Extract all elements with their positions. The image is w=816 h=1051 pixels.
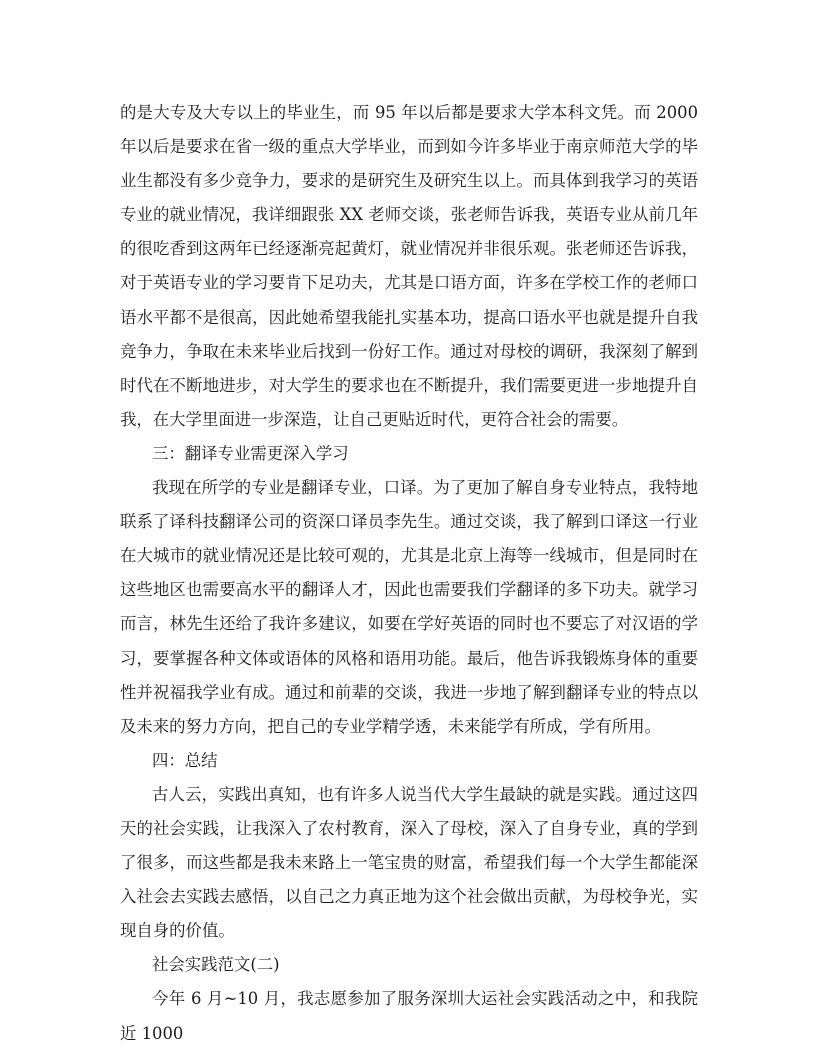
paragraph-summary: 古人云，实践出真知，也有许多人说当代大学生最缺的就是实践。通过这四天的社会实践，让我深入了农村教育，深入了母校，深入了自身专业，真的学到了很多，而这些都是我未来路上一笔宝贵的财富，希望我们每一个大学生都能深入社会去实践去感悟，以自己之力真正地为这个社会做出贡献，为母校争光，实现自身的价值。 xyxy=(120,784,698,941)
section-heading-sample-two: 社会实践范文(二) xyxy=(152,955,280,975)
document-body xyxy=(120,96,698,1051)
paragraph-translation-major: 我现在所学的专业是翻译专业，口译。为了更加了解自身专业特点，我特地联系了译科技翻译公司的资深口译员李先生。通过交谈，我了解到口译这一行业在大城市的就业情况还是比较可观的，尤其是北京上海等一线城市，但是同时在这些地区也需要高水平的翻译人才，因此也需要我们学翻译的多下功夫。就学习而言，林先生还给了我许多建议，如要在学好英语的同时也不要忘了对汉语的学习，要掌握各种文体或语体的风格和语用功能。最后，他告诉我锻炼身体的重要性并祝福我学业有成。通过和前辈的交谈，我进一步地了解到翻译专业的特点以及未来的努力方向，把自己的专业学精学透，未来能学有所成，学有所用。 xyxy=(120,478,698,736)
paragraph-sample-two-intro: 今年 6 月~10 月，我志愿参加了服务深圳大运社会实践活动之中，和我院近 1000 xyxy=(120,989,698,1043)
paragraph-university-requirements: 的是大专及大专以上的毕业生，而 95 年以后都是要求大学本科文凭。而 2000 年以后是要求在省一级的重点大学毕业，而到如今许多毕业于南京师范大学的毕业生都没有多少竞争力，要求的是研究生及研究生以上。而具体到我学习的英语专业的就业情况，我详细跟张 XX 老师交谈，张老师告诉我，英语专业从前几年的很吃香到这两年已经逐渐亮起黄灯，就业情况并非很乐观。张老师还告诉我，对于英语专业的学习要肯下足功夫，尤其是口语方面，许多在学校工作的老师口语水平都不是很高，因此她希望我能扎实基本功，提高口语水平也就是提升自我竞争力，争取在未来毕业后找到一份好工作。通过对母校的调研，我深刻了解到时代在不断地进步，对大学生的要求也在不断提升，我们需要更进一步地提升自我，在大学里面进一步深造，让自己更贴近时代，更符合社会的需要。 xyxy=(120,103,698,429)
section-heading-translation: 三：翻译专业需更深入学习 xyxy=(152,443,349,463)
section-heading-summary: 四：总结 xyxy=(152,750,218,770)
